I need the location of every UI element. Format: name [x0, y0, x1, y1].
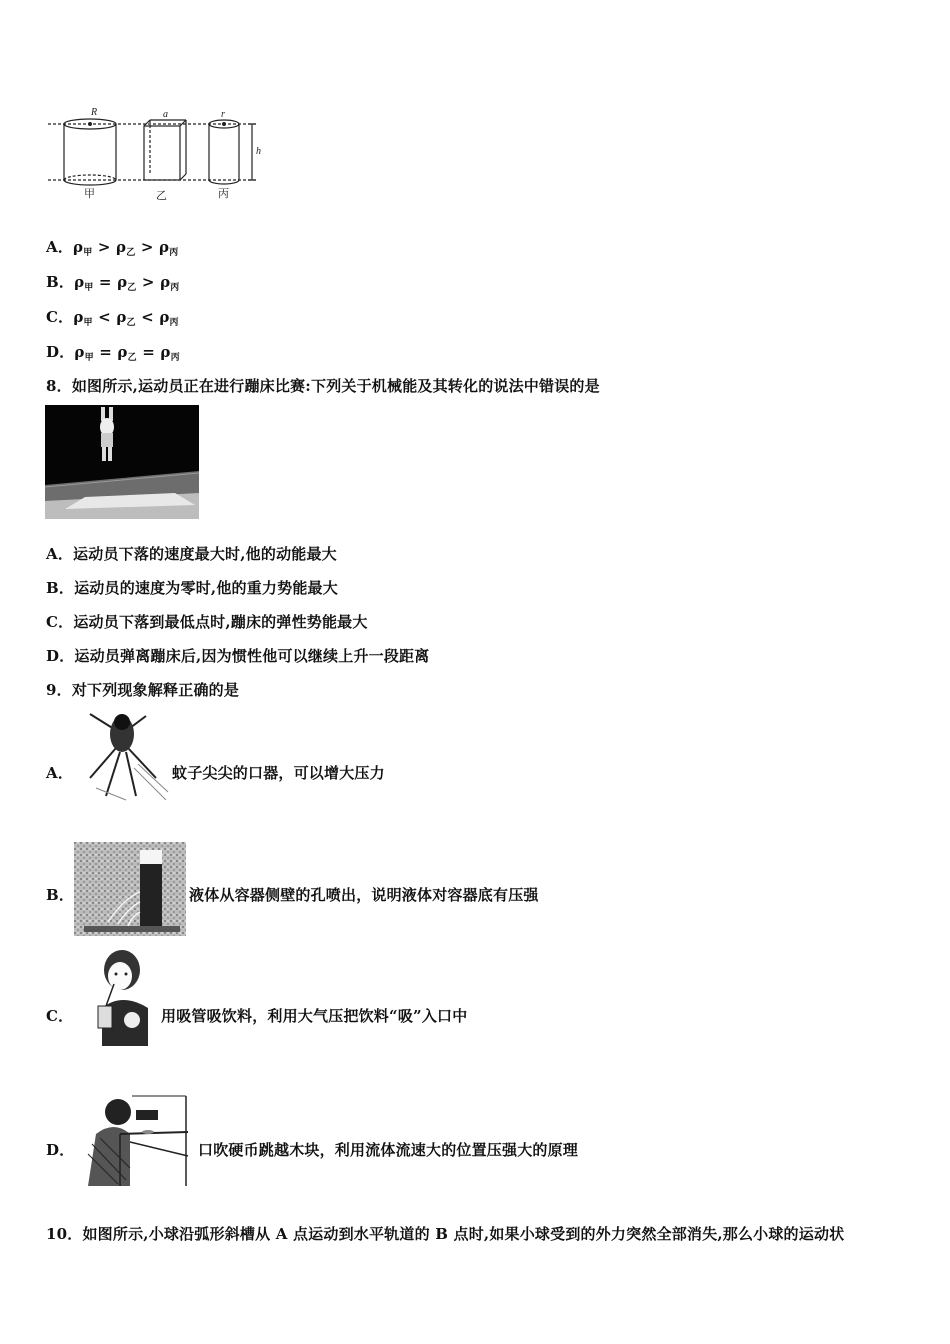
q9-option-c-text[interactable]: 用吸管吸饮料，利用大气压把饮料“吸”入口中	[161, 1007, 468, 1025]
option-label: D．	[46, 343, 75, 361]
q7-option-b[interactable]	[46, 271, 179, 292]
label-h: h	[256, 146, 261, 157]
subscript: 丙	[170, 353, 180, 363]
trampoline-photo	[45, 405, 199, 519]
rho: ρ	[74, 343, 85, 361]
q8-stem: 8．如图所示,运动员正在进行蹦床比赛:下列关于机械能及其转化的说法中错误的是	[46, 377, 600, 395]
subscript: 甲	[84, 353, 94, 363]
q8-option-b[interactable]	[46, 577, 338, 598]
q8-option-a[interactable]	[46, 543, 337, 564]
mosquito-image-svg	[76, 708, 170, 802]
coin-blow-image	[78, 1094, 190, 1186]
option-label: B．	[46, 273, 75, 291]
q7-option-c[interactable]	[46, 306, 179, 327]
relation: > ρ	[92, 238, 127, 256]
q9-option-a-label[interactable]: A．	[46, 764, 74, 782]
density-figure-svg	[44, 104, 274, 202]
caption-bing: 丙	[218, 187, 229, 200]
relation: = ρ	[136, 343, 171, 361]
q10-stem: 10．如图所示,小球沿弧形斜槽从 A 点运动到水平轨道的 B 点时,如果小球受到的外力突然全部消失,那么小球的运动状	[46, 1225, 845, 1243]
option-label: A．	[46, 545, 74, 563]
q7-option-a[interactable]	[46, 236, 178, 257]
relation: < ρ	[92, 308, 127, 326]
relation: > ρ	[135, 238, 170, 256]
density-figure	[44, 104, 274, 202]
option-text: 运动员下落的速度最大时,他的动能最大	[73, 545, 337, 563]
rho: ρ	[73, 308, 84, 326]
label-a: a	[163, 109, 168, 120]
q9-stem: 9．对下列现象解释正确的是	[46, 681, 240, 699]
q9-option-a-text[interactable]: 蚊子尖尖的口器，可以增大压力	[172, 764, 385, 782]
container-jet-image	[74, 842, 186, 936]
label-r: r	[221, 109, 225, 120]
q9-option-d-label[interactable]: D．	[46, 1141, 75, 1159]
straw-drink-image	[82, 948, 156, 1046]
straw-drink-image-svg	[82, 948, 156, 1046]
q9-option-d-text[interactable]: 口吹硬币跳越木块，利用流体流速大的位置压强大的原理	[198, 1141, 579, 1159]
rho: ρ	[73, 238, 84, 256]
q7-option-d[interactable]	[46, 341, 180, 362]
option-label: D．	[46, 647, 75, 665]
q9-option-c-label[interactable]: C．	[46, 1007, 74, 1025]
option-label: B．	[46, 579, 75, 597]
subscript: 甲	[83, 248, 93, 258]
subscript: 乙	[126, 248, 136, 258]
relation: = ρ	[93, 343, 128, 361]
relation: > ρ	[136, 273, 171, 291]
q9-option-b-label[interactable]: B．	[46, 886, 75, 904]
subscript: 甲	[83, 318, 93, 328]
q8-option-c[interactable]	[46, 611, 368, 632]
subscript: 乙	[127, 353, 137, 363]
relation: < ρ	[135, 308, 170, 326]
subscript: 丙	[169, 248, 179, 258]
caption-jia: 甲	[84, 187, 95, 200]
option-label: C．	[46, 613, 74, 631]
option-label: C．	[46, 308, 74, 326]
q9-option-b-text[interactable]: 液体从容器侧壁的孔喷出，说明液体对容器底有压强	[189, 886, 539, 904]
subscript: 丙	[169, 318, 179, 328]
q8-option-d[interactable]	[46, 645, 429, 666]
option-text: 运动员下落到最低点时,蹦床的弹性势能最大	[73, 613, 368, 631]
option-text: 运动员的速度为零时,他的重力势能最大	[74, 579, 338, 597]
subscript: 乙	[127, 283, 137, 293]
relation: = ρ	[93, 273, 128, 291]
option-label: A．	[46, 238, 74, 256]
label-R: R	[91, 107, 98, 118]
subscript: 乙	[126, 318, 136, 328]
coin-blow-image-svg	[78, 1094, 190, 1186]
mosquito-image	[76, 708, 170, 802]
subscript: 甲	[84, 283, 94, 293]
trampoline-photo-svg	[45, 405, 199, 519]
caption-yi: 乙	[156, 189, 167, 202]
subscript: 丙	[170, 283, 180, 293]
option-text: 运动员弹离蹦床后,因为惯性他可以继续上升一段距离	[74, 647, 430, 665]
rho: ρ	[74, 273, 85, 291]
container-jet-image-svg	[74, 842, 186, 936]
